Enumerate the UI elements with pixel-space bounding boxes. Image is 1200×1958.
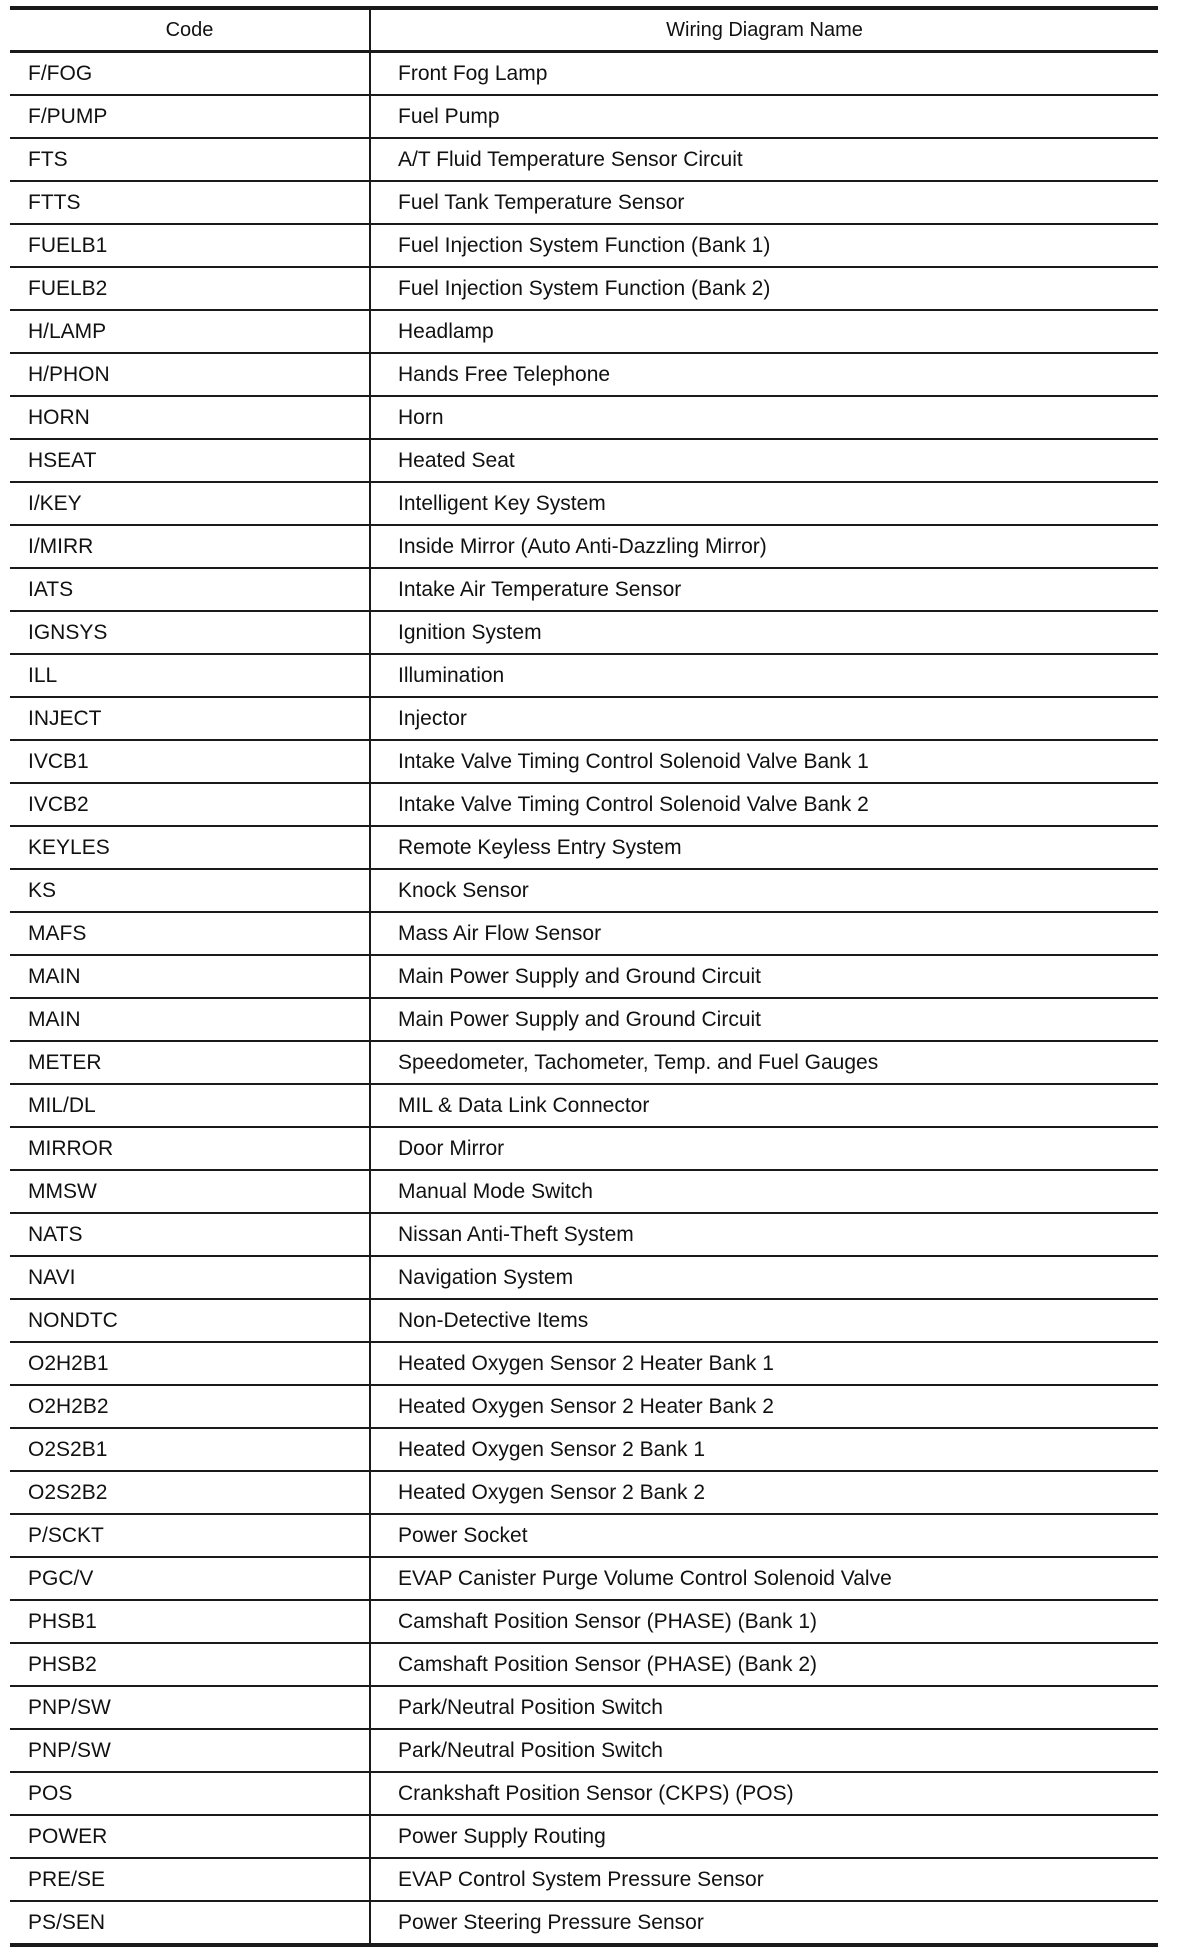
table-row (10, 396, 1158, 439)
table-row (10, 1342, 1158, 1385)
table-row (10, 525, 1158, 568)
code-cell: FTS (10, 138, 370, 181)
wiring-diagram-name-cell: Power Steering Pressure Sensor (370, 1901, 1158, 1945)
code-cell: MIRROR (10, 1127, 370, 1170)
table-row (10, 138, 1158, 181)
table-row (10, 1084, 1158, 1127)
wiring-diagram-name-cell: Nissan Anti-Theft System (370, 1213, 1158, 1256)
wiring-diagram-code-table-container (10, 6, 1158, 1947)
wiring-diagram-name-cell: Camshaft Position Sensor (PHASE) (Bank 1) (370, 1600, 1158, 1643)
code-cell: IATS (10, 568, 370, 611)
wiring-diagram-name-cell: Door Mirror (370, 1127, 1158, 1170)
code-cell: FUELB2 (10, 267, 370, 310)
table-row (10, 611, 1158, 654)
wiring-diagram-name-cell: Crankshaft Position Sensor (CKPS) (POS) (370, 1772, 1158, 1815)
wiring-diagram-name-cell: Intake Air Temperature Sensor (370, 568, 1158, 611)
wiring-diagram-name-cell: Manual Mode Switch (370, 1170, 1158, 1213)
table-row (10, 740, 1158, 783)
wiring-diagram-name-cell: Front Fog Lamp (370, 52, 1158, 96)
wiring-diagram-name-cell: MIL & Data Link Connector (370, 1084, 1158, 1127)
table-row (10, 1256, 1158, 1299)
code-cell: P/SCKT (10, 1514, 370, 1557)
code-cell: PHSB2 (10, 1643, 370, 1686)
table-row (10, 1170, 1158, 1213)
wiring-diagram-name-cell: EVAP Control System Pressure Sensor (370, 1858, 1158, 1901)
code-cell: O2S2B2 (10, 1471, 370, 1514)
table-row (10, 654, 1158, 697)
wiring-diagram-name-cell: Navigation System (370, 1256, 1158, 1299)
wiring-diagram-name-cell: Fuel Injection System Function (Bank 1) (370, 224, 1158, 267)
table-row (10, 1600, 1158, 1643)
table-row (10, 869, 1158, 912)
wiring-diagram-name-cell: Mass Air Flow Sensor (370, 912, 1158, 955)
table-row (10, 1299, 1158, 1342)
table-row (10, 697, 1158, 740)
table-row (10, 1643, 1158, 1686)
code-cell: MAIN (10, 998, 370, 1041)
table-row (10, 1213, 1158, 1256)
table-row (10, 1428, 1158, 1471)
wiring-diagram-name-cell: Fuel Tank Temperature Sensor (370, 181, 1158, 224)
table-row (10, 826, 1158, 869)
table-row (10, 482, 1158, 525)
code-cell: H/PHON (10, 353, 370, 396)
table-row (10, 783, 1158, 826)
code-cell: O2S2B1 (10, 1428, 370, 1471)
code-cell: PNP/SW (10, 1686, 370, 1729)
table-row (10, 1772, 1158, 1815)
wiring-diagram-name-cell: Park/Neutral Position Switch (370, 1686, 1158, 1729)
wiring-diagram-name-cell: Heated Seat (370, 439, 1158, 482)
wiring-diagram-name-cell: Hands Free Telephone (370, 353, 1158, 396)
code-cell: H/LAMP (10, 310, 370, 353)
wiring-diagram-name-cell: Non-Detective Items (370, 1299, 1158, 1342)
wiring-diagram-name-cell: Intake Valve Timing Control Solenoid Valve Bank 2 (370, 783, 1158, 826)
code-cell: POS (10, 1772, 370, 1815)
code-cell: MAFS (10, 912, 370, 955)
wiring-diagram-name-cell: Heated Oxygen Sensor 2 Heater Bank 1 (370, 1342, 1158, 1385)
table-row (10, 224, 1158, 267)
table-row (10, 1901, 1158, 1945)
code-cell: POWER (10, 1815, 370, 1858)
table-header (10, 8, 1158, 52)
code-cell: METER (10, 1041, 370, 1084)
code-cell: INJECT (10, 697, 370, 740)
wiring-diagram-name-cell: Heated Oxygen Sensor 2 Bank 1 (370, 1428, 1158, 1471)
code-cell: MMSW (10, 1170, 370, 1213)
code-cell: FUELB1 (10, 224, 370, 267)
wiring-diagram-name-cell: Intelligent Key System (370, 482, 1158, 525)
wiring-diagram-name-cell: Injector (370, 697, 1158, 740)
wiring-diagram-code-table (10, 6, 1158, 1947)
code-cell: MIL/DL (10, 1084, 370, 1127)
code-cell: IGNSYS (10, 611, 370, 654)
table-row (10, 998, 1158, 1041)
table-row (10, 1514, 1158, 1557)
code-cell: PHSB1 (10, 1600, 370, 1643)
wiring-diagram-name-cell: Fuel Pump (370, 95, 1158, 138)
code-cell: ILL (10, 654, 370, 697)
table-row (10, 1729, 1158, 1772)
code-cell: MAIN (10, 955, 370, 998)
table-row (10, 1815, 1158, 1858)
wiring-diagram-name-cell: Headlamp (370, 310, 1158, 353)
wiring-diagram-name-cell: Illumination (370, 654, 1158, 697)
wiring-diagram-name-cell: Ignition System (370, 611, 1158, 654)
wiring-diagram-name-cell: Remote Keyless Entry System (370, 826, 1158, 869)
table-row (10, 310, 1158, 353)
table-row (10, 439, 1158, 482)
wiring-diagram-name-cell: Speedometer, Tachometer, Temp. and Fuel Gauges (370, 1041, 1158, 1084)
code-cell: PNP/SW (10, 1729, 370, 1772)
code-cell: IVCB1 (10, 740, 370, 783)
code-cell: HSEAT (10, 439, 370, 482)
code-cell: I/MIRR (10, 525, 370, 568)
code-cell: NAVI (10, 1256, 370, 1299)
code-cell: FTTS (10, 181, 370, 224)
wiring-diagram-name-cell: Intake Valve Timing Control Solenoid Valve Bank 1 (370, 740, 1158, 783)
table-row (10, 912, 1158, 955)
name-column-header: Wiring Diagram Name (370, 8, 1158, 52)
table-row (10, 955, 1158, 998)
wiring-diagram-name-cell: Inside Mirror (Auto Anti-Dazzling Mirror) (370, 525, 1158, 568)
code-cell: KEYLES (10, 826, 370, 869)
code-cell: PS/SEN (10, 1901, 370, 1945)
header-row (10, 8, 1158, 52)
table-row (10, 95, 1158, 138)
wiring-diagram-name-cell: A/T Fluid Temperature Sensor Circuit (370, 138, 1158, 181)
code-column-header: Code (10, 8, 370, 52)
code-cell: IVCB2 (10, 783, 370, 826)
wiring-diagram-name-cell: Heated Oxygen Sensor 2 Bank 2 (370, 1471, 1158, 1514)
table-row (10, 353, 1158, 396)
table-row (10, 52, 1158, 96)
table-row (10, 1385, 1158, 1428)
code-cell: PRE/SE (10, 1858, 370, 1901)
table-row (10, 181, 1158, 224)
wiring-diagram-name-cell: Knock Sensor (370, 869, 1158, 912)
table-row (10, 1686, 1158, 1729)
code-cell: I/KEY (10, 482, 370, 525)
wiring-diagram-name-cell: Fuel Injection System Function (Bank 2) (370, 267, 1158, 310)
code-cell: HORN (10, 396, 370, 439)
table-row (10, 1471, 1158, 1514)
wiring-diagram-name-cell: Camshaft Position Sensor (PHASE) (Bank 2) (370, 1643, 1158, 1686)
wiring-diagram-name-cell: EVAP Canister Purge Volume Control Solenoid Valve (370, 1557, 1158, 1600)
table-row (10, 1858, 1158, 1901)
code-cell: KS (10, 869, 370, 912)
wiring-diagram-name-cell: Park/Neutral Position Switch (370, 1729, 1158, 1772)
table-body (10, 52, 1158, 1946)
code-cell: NONDTC (10, 1299, 370, 1342)
table-row (10, 568, 1158, 611)
code-cell: O2H2B2 (10, 1385, 370, 1428)
wiring-diagram-name-cell: Heated Oxygen Sensor 2 Heater Bank 2 (370, 1385, 1158, 1428)
table-row (10, 1041, 1158, 1084)
code-cell: O2H2B1 (10, 1342, 370, 1385)
table-row (10, 267, 1158, 310)
code-cell: PGC/V (10, 1557, 370, 1600)
code-cell: F/PUMP (10, 95, 370, 138)
wiring-diagram-name-cell: Power Socket (370, 1514, 1158, 1557)
wiring-diagram-name-cell: Power Supply Routing (370, 1815, 1158, 1858)
wiring-diagram-name-cell: Main Power Supply and Ground Circuit (370, 955, 1158, 998)
table-row (10, 1127, 1158, 1170)
code-cell: F/FOG (10, 52, 370, 96)
wiring-diagram-name-cell: Horn (370, 396, 1158, 439)
table-row (10, 1557, 1158, 1600)
code-cell: NATS (10, 1213, 370, 1256)
wiring-diagram-name-cell: Main Power Supply and Ground Circuit (370, 998, 1158, 1041)
